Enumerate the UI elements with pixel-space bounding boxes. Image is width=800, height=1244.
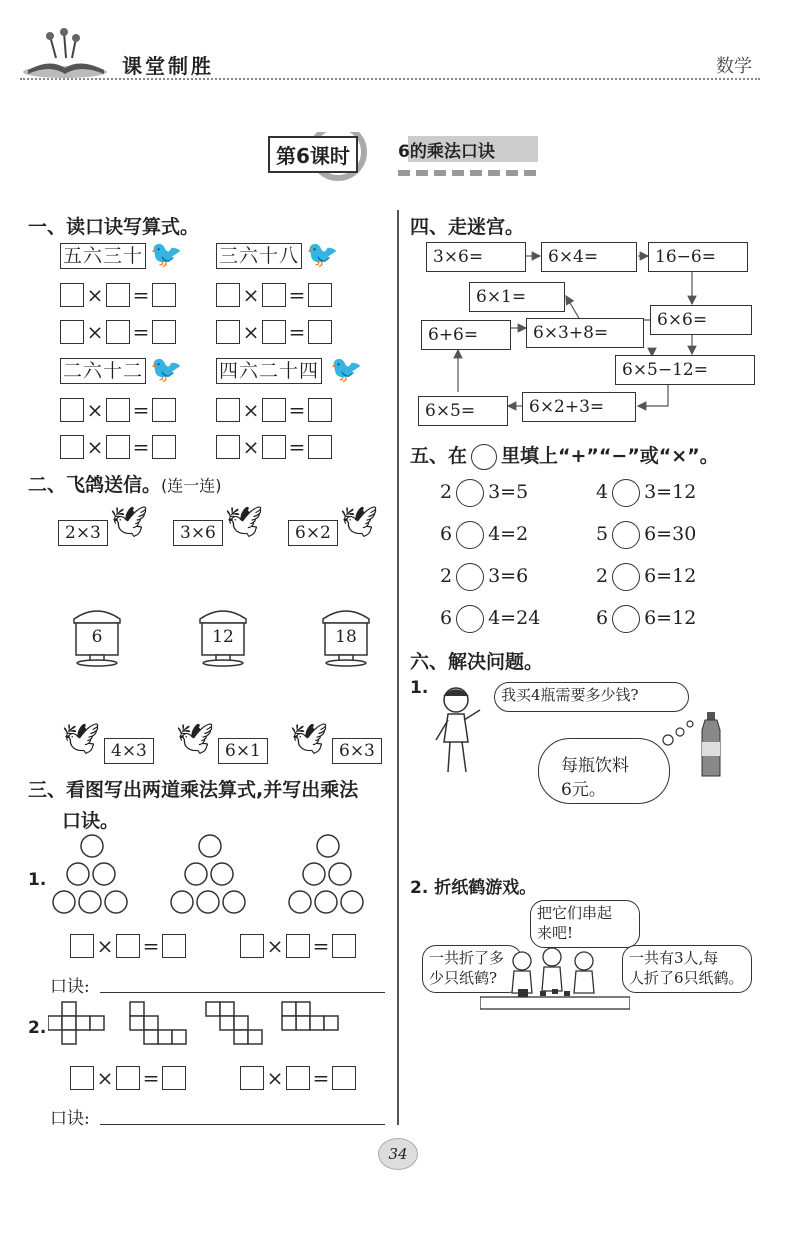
- book-logo-icon: [20, 28, 110, 80]
- header-rule: [20, 78, 760, 80]
- bird-icon: 🐦: [306, 240, 339, 270]
- koujue-item-1: 五六三十: [60, 243, 146, 269]
- q1-cloud-line1: 每瓶饮料: [561, 756, 629, 776]
- pigeon-card-3[interactable]: 6×2: [288, 520, 338, 546]
- lesson-tag: 第6课时: [268, 136, 358, 173]
- q2-center-bubble: [530, 900, 640, 948]
- q2-right-bubble: [622, 945, 752, 993]
- pigeon-card-1[interactable]: 2×3: [58, 520, 108, 546]
- q2-center-line2: 来吧!: [537, 924, 574, 942]
- section-3-title-line1: 三、看图写出两道乘法算式,并写出乘法: [28, 779, 359, 801]
- pigeon-icon: 🕊: [110, 505, 149, 540]
- koujue-item-2: 三六十八: [216, 243, 302, 269]
- mailbox-number: 18: [335, 627, 357, 647]
- lesson-banner: [268, 132, 548, 182]
- operator-circle[interactable]: [456, 521, 484, 549]
- maze-cell-2[interactable]: 6×4=: [541, 242, 637, 272]
- mailbox-number: 12: [212, 627, 234, 647]
- fill-operator-row: 2 3=6: [440, 561, 528, 591]
- mailbox-3[interactable]: [319, 607, 373, 667]
- equation-blank[interactable]: × =: [216, 396, 332, 422]
- header-subject: 数学: [716, 56, 752, 77]
- section-2-note: (连一连): [161, 476, 222, 495]
- fill-operator-row: 2 6=12: [596, 561, 696, 591]
- equation-blank[interactable]: × =: [240, 1064, 356, 1090]
- pigeon-card-6[interactable]: 6×3: [332, 738, 382, 764]
- koujue-answer-line[interactable]: [100, 1124, 385, 1125]
- q1-thought-cloud: [538, 738, 670, 804]
- cube-nets-image: [48, 1000, 348, 1052]
- operator-circle[interactable]: [456, 479, 484, 507]
- maze-cell-6[interactable]: 6+6=: [421, 320, 511, 350]
- q2-right-line1: 一共有3人,每: [629, 949, 719, 967]
- q2-center-line1: 把它们串起: [537, 904, 613, 922]
- maze-cell-9[interactable]: 6×5=: [418, 396, 508, 426]
- operator-circle[interactable]: [456, 605, 484, 633]
- operator-circle[interactable]: [612, 563, 640, 591]
- thought-dots-icon: [660, 718, 700, 748]
- fill-operator-row: 6 4=2: [440, 519, 528, 549]
- pigeon-icon: 🕊: [340, 505, 379, 540]
- fill-operator-row: 6 4=24: [440, 603, 540, 633]
- koujue-label: 口诀:: [50, 977, 90, 997]
- equation-blank[interactable]: × =: [70, 1064, 186, 1090]
- section-2-title-text: 二、飞鸽送信。: [28, 474, 162, 496]
- maze-cell-5[interactable]: 6×6=: [650, 305, 752, 335]
- pigeon-icon: 🕊: [225, 505, 264, 540]
- pigeon-card-4[interactable]: 4×3: [104, 738, 154, 764]
- equation-blank[interactable]: × =: [60, 318, 176, 344]
- koujue-answer-line[interactable]: [100, 992, 385, 993]
- question-3-2-number: 2.: [28, 1018, 47, 1038]
- question-6-1-number: 1.: [410, 678, 429, 698]
- section-5-title-pre: 五、在: [410, 445, 468, 467]
- pigeon-card-5[interactable]: 6×1: [218, 738, 268, 764]
- equation-blank[interactable]: × =: [60, 433, 176, 459]
- girl-figure-icon: [426, 684, 486, 776]
- section-2-title: [28, 470, 222, 497]
- drink-bottle-icon: [698, 712, 724, 778]
- pigeon-icon: 🕊: [62, 722, 101, 757]
- maze-cell-1[interactable]: 3×6=: [426, 242, 526, 272]
- equation-blank[interactable]: × =: [216, 318, 332, 344]
- pigeon-icon: 🕊: [290, 722, 329, 757]
- maze-cell-7[interactable]: 6×3+8=: [526, 318, 644, 348]
- q2-left-line2: 少只纸鹤?: [429, 969, 498, 987]
- mailbox-2[interactable]: [196, 607, 250, 667]
- operator-circle[interactable]: [456, 563, 484, 591]
- section-4-title: 四、走迷宫。: [410, 216, 525, 238]
- equation-blank[interactable]: × =: [60, 281, 176, 307]
- pigeon-card-2[interactable]: 3×6: [173, 520, 223, 546]
- maze-cell-4[interactable]: 6×1=: [469, 282, 565, 312]
- mailbox-1[interactable]: [70, 607, 124, 667]
- header-title: 课堂制胜: [122, 54, 214, 78]
- children-folding-cranes-image: [480, 945, 630, 1015]
- equation-blank[interactable]: × =: [216, 433, 332, 459]
- circle-symbol-icon: [471, 444, 497, 470]
- operator-circle[interactable]: [612, 521, 640, 549]
- section-6-title: 六、解决问题。: [410, 651, 544, 673]
- page-number: 34: [388, 1145, 408, 1163]
- maze-cell-3[interactable]: 16−6=: [648, 242, 748, 272]
- column-divider: [397, 210, 399, 1125]
- fill-operator-row: 4 3=12: [596, 477, 696, 507]
- pigeon-icon: 🕊: [176, 722, 215, 757]
- koujue-item-3: 二六十二: [60, 358, 146, 384]
- q1-speech-bubble: 我买4瓶需要多少钱?: [494, 682, 689, 712]
- fill-operator-row: 6 6=12: [596, 603, 696, 633]
- operator-circle[interactable]: [612, 479, 640, 507]
- peach-groups-image: [44, 832, 384, 922]
- equation-blank[interactable]: × =: [216, 281, 332, 307]
- page-number-badge: [378, 1138, 418, 1170]
- koujue-item-4: 四六二十四: [216, 358, 322, 384]
- equation-blank[interactable]: × =: [70, 932, 186, 958]
- maze-cell-8[interactable]: 6×5−12=: [615, 355, 755, 385]
- fill-operator-row: 2 3=5: [440, 477, 528, 507]
- header-logo: [20, 28, 110, 80]
- q2-left-line1: 一共折了多: [429, 949, 505, 967]
- section-3-title-line2: 口诀。: [62, 810, 120, 832]
- section-5-title: [410, 441, 719, 471]
- equation-blank[interactable]: × =: [60, 396, 176, 422]
- section-1-title: 一、读口诀写算式。: [28, 216, 200, 238]
- bird-icon: 🐦: [150, 240, 183, 270]
- koujue-label: 口诀:: [50, 1109, 90, 1129]
- lesson-topic: 6的乘法口诀: [398, 142, 495, 162]
- bird-icon: 🐦: [150, 355, 183, 385]
- section-5-title-post: 里填上“+”“−”或“×”。: [501, 445, 719, 467]
- operator-circle[interactable]: [612, 605, 640, 633]
- q2-right-line2: 人折了6只纸鹤。: [629, 969, 744, 987]
- question-3-1-number: 1.: [28, 870, 47, 890]
- question-6-2-title: 2. 折纸鹤游戏。: [410, 878, 537, 898]
- fill-operator-row: 5 6=30: [596, 519, 696, 549]
- mailbox-number: 6: [91, 627, 103, 647]
- bird-icon: 🐦: [330, 355, 363, 385]
- q1-cloud-line2: 6元。: [561, 780, 606, 800]
- equation-blank[interactable]: × =: [240, 932, 356, 958]
- maze-cell-10[interactable]: 6×2+3=: [522, 392, 636, 422]
